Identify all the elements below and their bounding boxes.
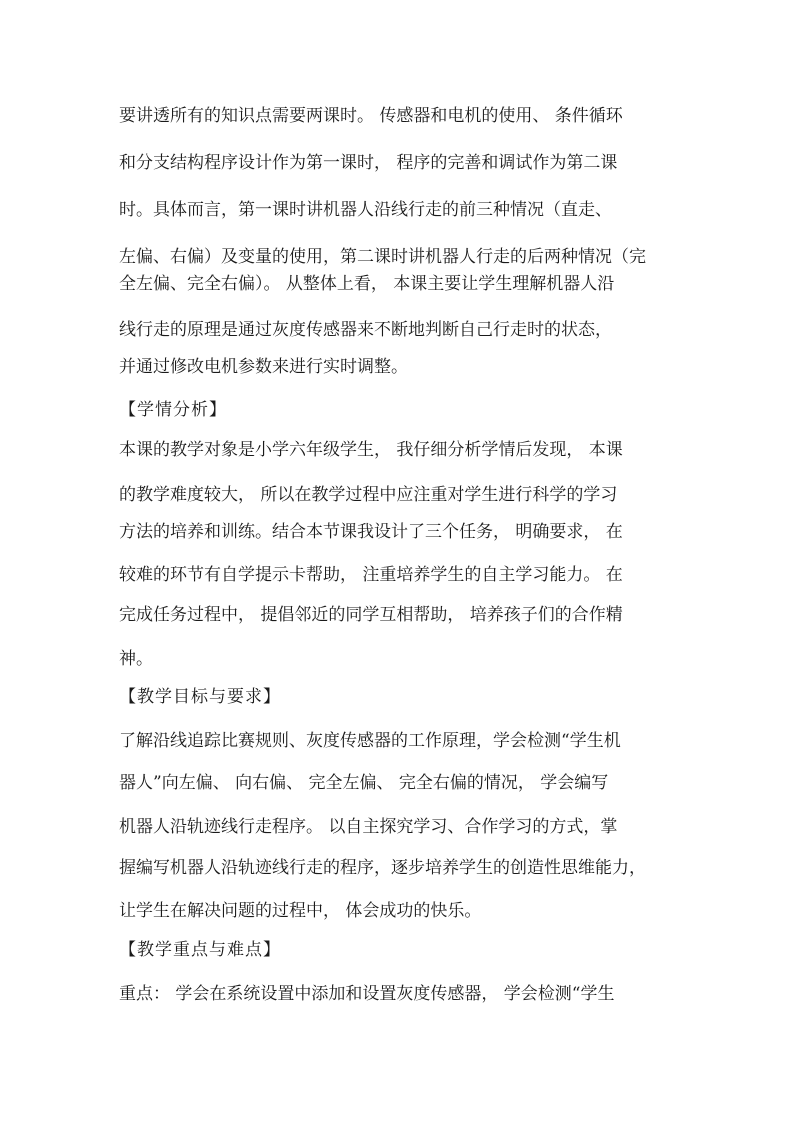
text-line: 全左偏、完全右偏）。 从整体上看， 本课主要让学生理解机器人沿 (119, 274, 615, 294)
section-heading-goals: 【教学目标与要求】 (119, 687, 281, 707)
text-line: 较难的环节有自学提示卡帮助， 注重培养学生的自主学习能力。 在 (119, 565, 623, 585)
text-line: 并通过修改电机参数来进行实时调整。 (119, 357, 408, 377)
text-line: 左偏、右偏）及变量的使用，第二课时讲机器人行走的后两种情况（完 (119, 247, 646, 267)
text-line: 神。 (119, 649, 153, 669)
text-line: 方法的培养和训练。结合本节课我设计了三个任务， 明确要求， 在 (119, 522, 623, 542)
text-line: 重点： 学会在系统设置中添加和设置灰度传感器， 学会检测“学生 (119, 984, 615, 1004)
text-line: 完成任务过程中， 提倡邻近的同学互相帮助， 培养孩子们的合作精 (119, 605, 623, 625)
section-heading-learning-analysis: 【学情分析】 (119, 400, 227, 420)
text-line: 和分支结构程序设计作为第一课时， 程序的完善和调试作为第二课 (119, 153, 618, 173)
text-line: 的教学难度较大， 所以在教学过程中应注重对学生进行科学的学习 (119, 485, 618, 505)
text-line: 握编写机器人沿轨迹线行走的程序，逐步培养学生的创造性思维能力， (119, 858, 646, 878)
text-line: 让学生在解决问题的过程中， 体会成功的快乐。 (119, 901, 482, 921)
text-line: 了解沿线追踪比赛规则、灰度传感器的工作原理，学会检测“学生机 (119, 731, 621, 751)
text-line: 器人”向左偏、 向右偏、 完全左偏、 完全右偏的情况， 学会编写 (119, 773, 609, 793)
text-line: 时。具体而言，第一课时讲机器人沿线行走的前三种情况（直走、 (119, 200, 612, 220)
text-line: 要讲透所有的知识点需要两课时。 传感器和电机的使用、 条件循环 (119, 106, 623, 126)
text-line: 线行走的原理是通过灰度传感器来不断地判断自己行走时的状态， (119, 320, 612, 340)
section-heading-key-points: 【教学重点与难点】 (119, 940, 281, 960)
text-line: 机器人沿轨迹线行走程序。 以自主探究学习、合作学习的方式，掌 (119, 817, 618, 837)
text-line: 本课的教学对象是小学六年级学生， 我仔细分析学情后发现， 本课 (119, 440, 623, 460)
